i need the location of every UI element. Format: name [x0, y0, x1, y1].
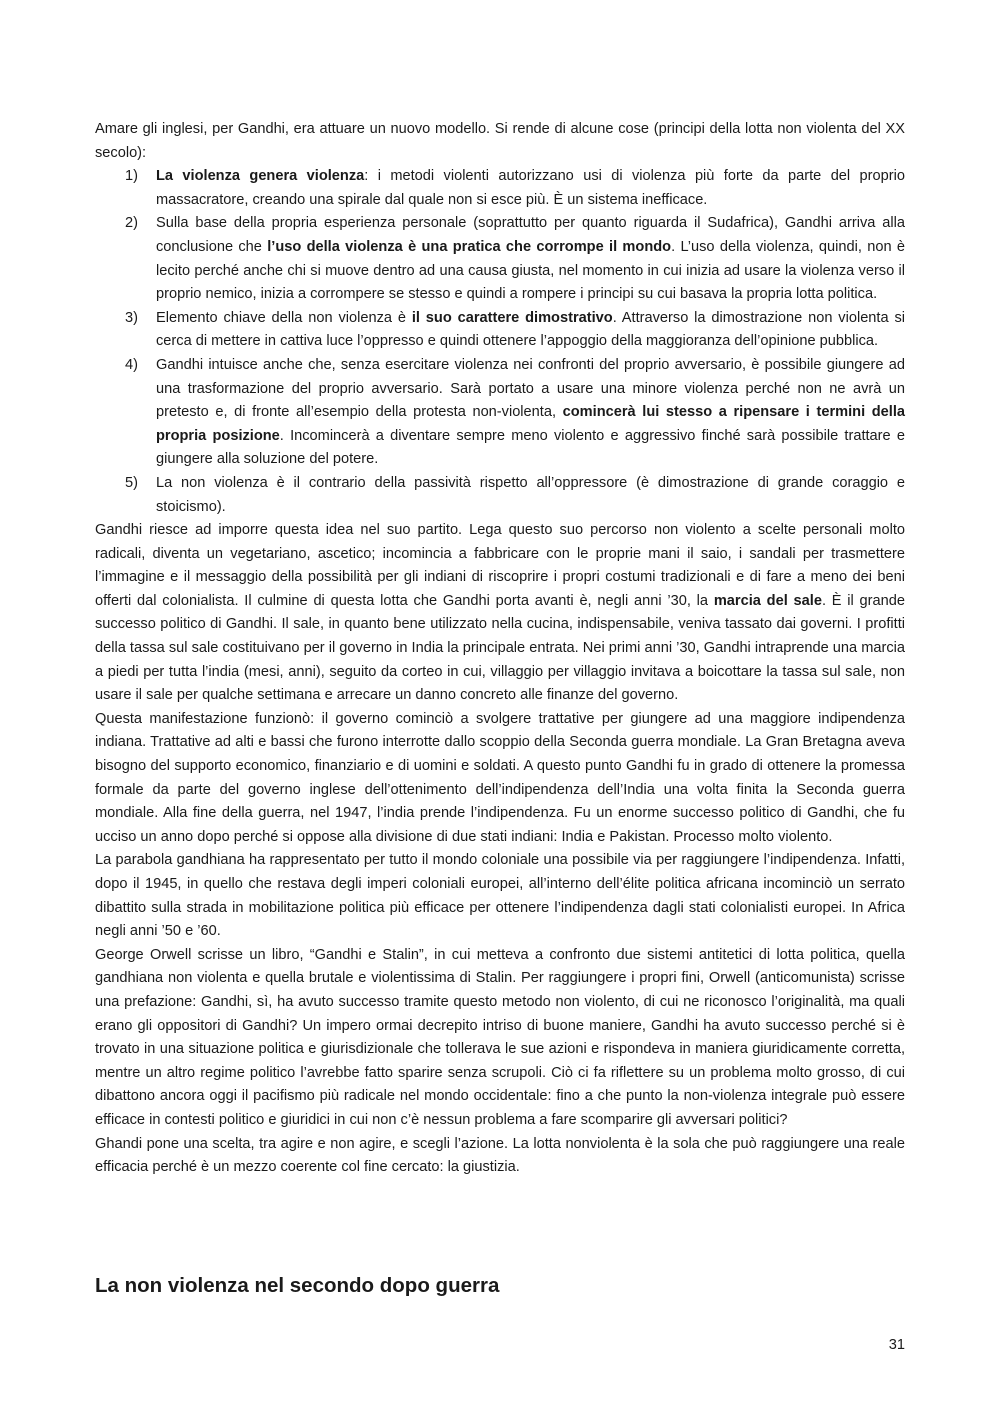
document-body	[95, 118, 905, 1180]
list-item-text: Elemento chiave della non violenza è	[156, 309, 412, 326]
section-heading: La non violenza nel secondo dopo guerra	[95, 1274, 500, 1297]
paragraph-emphasis: marcia del sale	[713, 592, 822, 609]
list-item-emphasis: il suo carattere dimostrativo	[411, 309, 613, 326]
salt-march-paragraph	[95, 519, 905, 708]
list-item-emphasis: La violenza genera violenza	[156, 168, 365, 185]
list-item-text: . L’uso della violenza, quindi, non è lecito perché anche chi si muove dentro ad una causa giusta, nel momento in cui inizia ad usare la violenza verso il proprio nemico, inizia a corrompere se stesso e quindi a rompere i principi su cui basava la propria lotta politica.	[156, 238, 905, 303]
paragraph-text: Gandhi riesce ad imporre questa idea nel suo partito. Lega questo suo percorso non violento a scelte personali molto radicali, diventa un vegetariano, ascetico; incomincia a fabbricare con le proprie mani il saio, i sandali per trasmettere l’immagine e il messaggio della possibilità per gli indiani di riscoprire i propri costumi tradizionali e di fare a meno dei beni offerti dal colonialista. Il culmine di questa lotta che Gandhi porta avanti è, negli anni ’30, la	[95, 522, 905, 609]
list-item-text: . Incomincerà a diventare sempre meno violento e aggressivo finché sarà possibile trattare e giungere alla soluzione del potere.	[156, 427, 905, 468]
list-item	[95, 165, 905, 212]
list-item-number: 3)	[125, 309, 138, 326]
list-item-text: La non violenza è il contrario della passività rispetto all’oppressore (è dimostrazione di grande coraggio e stoicismo).	[156, 474, 905, 515]
list-item-text: . Attraverso la dimostrazione non violenta si cerca di mettere in cattiva luce l’oppresso e quindi ottenere l’appoggio della maggioranza dell’opinione pubblica.	[156, 309, 905, 350]
conclusion-paragraph: Ghandi pone una scelta, tra agire e non agire, e scegli l’azione. La lotta nonviolenta è la sola che può raggiungere una reale efficacia perché è un mezzo coerente col fine cercato: la giustizia.	[95, 1135, 905, 1176]
list-item-number: 2)	[125, 215, 138, 232]
list-item	[95, 472, 905, 519]
parabola-paragraph: La parabola gandhiana ha rappresentato per tutto il mondo coloniale una possibile via per raggiungere l’indipendenza. Infatti, dopo il 1945, in quello che restava degli imperi coloniali europei, all’interno dell’élite politica africana incominciò un serrato dibattito sulla strada in mobilitazione politica più efficace per ottenere l’indipendenza dagli stati colonialisti europei. In Africa negli anni ’50 e ’60.	[95, 852, 905, 940]
intro-paragraph: Amare gli inglesi, per Gandhi, era attuare un nuovo modello. Si rende di alcune cose (principi della lotta non violenta del XX secolo):	[95, 121, 905, 161]
list-item-emphasis: comincerà lui stesso a ripensare i termini della propria posizione	[156, 404, 905, 444]
list-item-number: 1)	[125, 168, 138, 185]
list-item-number: 4)	[125, 356, 138, 373]
page-number: 31	[888, 1337, 905, 1353]
principles-list	[95, 165, 905, 519]
list-item-number: 5)	[125, 474, 138, 491]
independence-paragraph: Questa manifestazione funzionò: il governo cominciò a svolgere trattative per giungere ad una maggiore indipendenza indiana. Trattative ad alti e bassi che furono interrotte dallo scoppio della Seconda guerra mondiale. La Gran Bretagna aveva bisogno del supporto economico, finanziario e di uomini e soldati. A questo punto Gandhi fu in grado di ottenere la promessa formale da parte del governo inglese dell’ottenimento dell’indipendenza dell’India una volta finita la Seconda guerra mondiale. Alla fine della guerra, nel 1947, l’india prende l’indipendenza. Fu un enorme successo politico di Gandhi, che fu ucciso un anno dopo perché si oppose alla divisione di due stati indiani: India e Pakistan. Processo molto violento.	[95, 710, 905, 845]
paragraph-text: . È il grande successo politico di Gandhi. Il sale, in quanto bene utilizzato nella cucina, indispensabile, veniva tassato dai governi. I profitti della tassa sul sale costituivano per il governo in India la principale entrata. Nei primi anni ’30, Gandhi intraprende una marcia a piedi per tutta l’india (mesi, anni), seguito da corteo in cui, villaggio per villaggio invitava a boicottare la tassa sul sale, non usare il sale per qualche settimana e arrecare un danno concreto alle finanze del governo.	[95, 592, 905, 704]
list-item-text: Sulla base della propria esperienza personale (soprattutto per quanto riguarda il Sudafrica), Gandhi arriva alla conclusione che	[156, 215, 905, 255]
list-item	[95, 212, 905, 306]
list-item-text: : i metodi violenti autorizzano usi di violenza più forte da parte del proprio massacratore, creando una spirale dal quale non si esce più. È un sistema inefficace.	[156, 168, 905, 208]
list-item	[95, 307, 905, 354]
list-item-emphasis: l’uso della violenza è una pratica che corrompe il mondo	[267, 238, 672, 255]
list-item-text: Gandhi intuisce anche che, senza esercitare violenza nei confronti del proprio avversario, è possibile giungere ad una trasformazione del proprio avversario. Sarà portato a usare una minore violenza perché non ne avrà un pretesto e, di fronte all’esempio della protesta non-violenta,	[156, 356, 905, 421]
orwell-paragraph: George Orwell scrisse un libro, “Gandhi e Stalin”, in cui metteva a confronto due sistemi antitetici di lotta politica, quella gandhiana non violenta e quella brutale e violentissima di Stalin. Per raggiungere i propri fini, Orwell (anticomunista) scrisse una prefazione: Gandhi, sì, ha avuto successo tramite questo metodo non violento, di cui ne riconosco l’originalità, ma quali erano gli oppositori di Gandhi? Un impero ormai decrepito intriso di buone maniere, Gandhi ha avuto successo perché si è trovato in una situazione politica e giurisdizionale che tollerava le sue azioni e rispondeva in maniera giuridicamente corretta, mentre un altro regime politico l’avrebbe fatto sparire senza scrupoli. Ciò ci fa riflettere su un problema molto grosso, di cui dibattono ancora oggi il pacifismo più radicale nel mondo occidentale: fino a che punto la non-violenza integrale può essere efficace in contesti politico e giuridici in cui non c’è nessun problema a fare scomparire gli avversari politici?	[95, 946, 905, 1128]
list-item	[95, 354, 905, 472]
